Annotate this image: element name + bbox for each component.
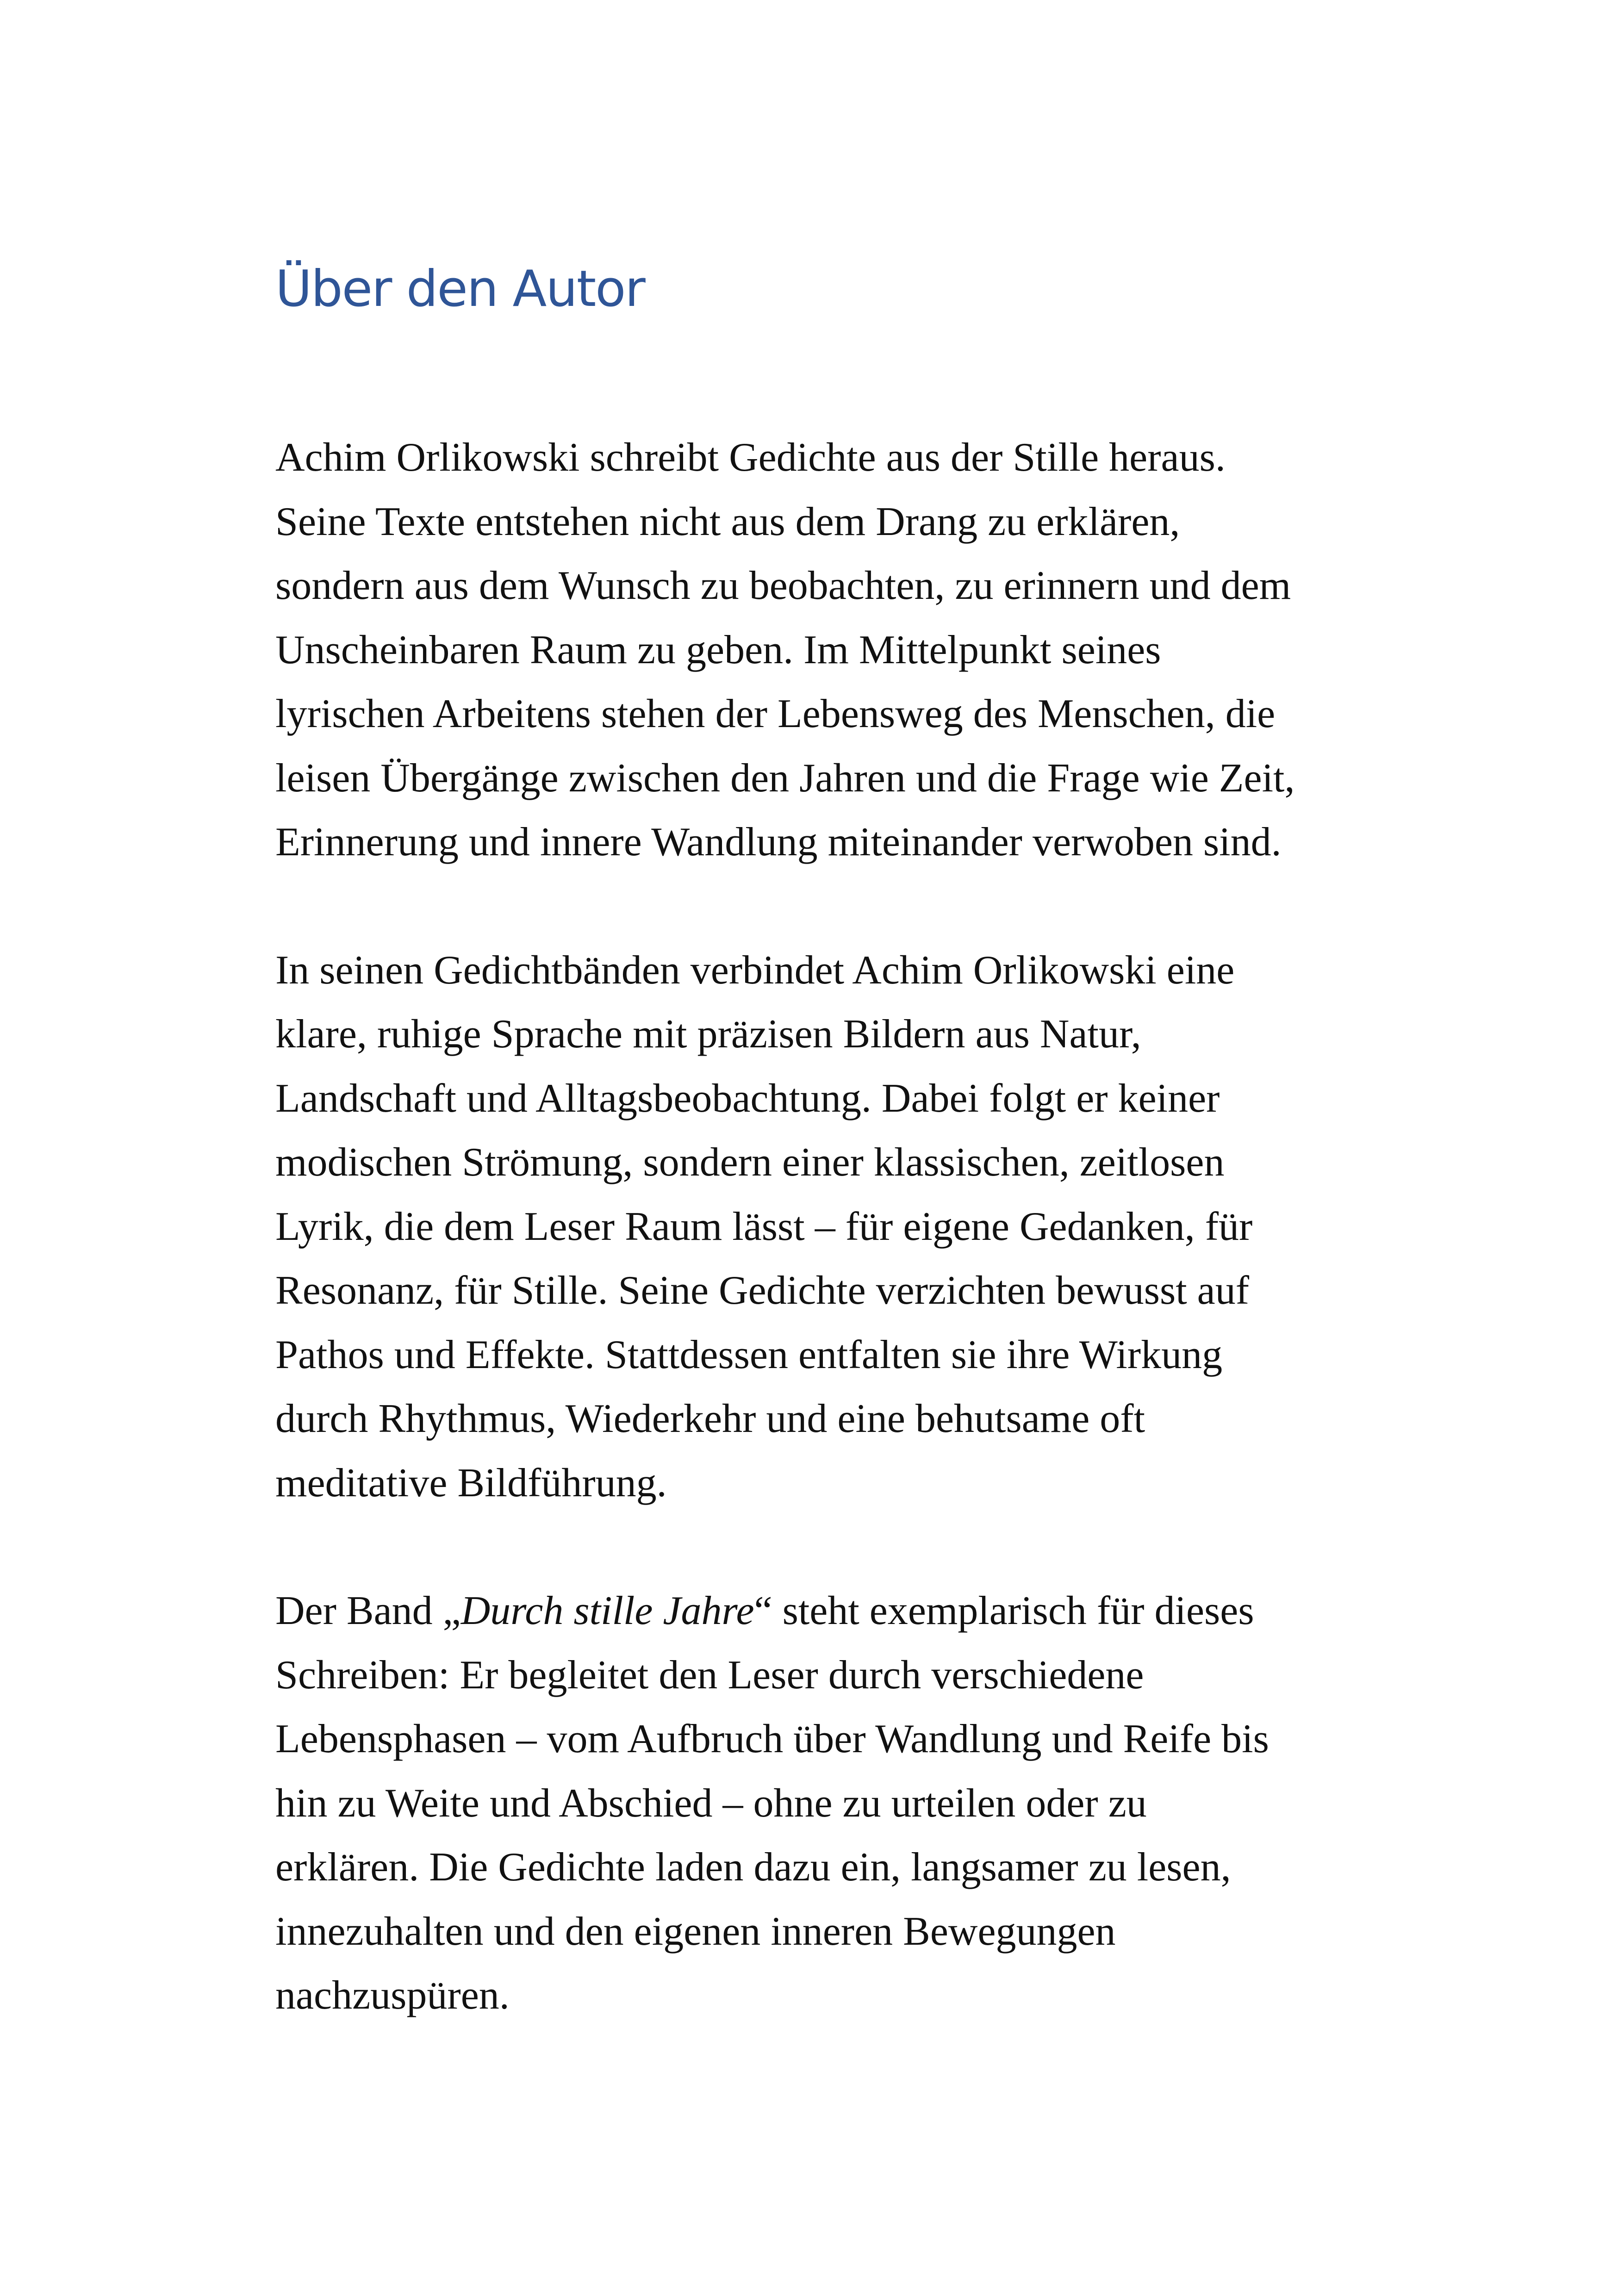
paragraph-1 bbox=[275, 426, 1358, 875]
paragraph-line: modischen Strömung, sondern einer klassischen, zeitlosen bbox=[275, 1140, 1225, 1185]
paragraph-line: klare, ruhige Sprache mit präzisen Bildern aus Natur, bbox=[275, 1012, 1141, 1057]
paragraph-line: Landschaft und Alltagsbeobachtung. Dabei folgt er keiner bbox=[275, 1076, 1220, 1121]
paragraph-line: Seine Texte entstehen nicht aus dem Drang zu erklären, bbox=[275, 499, 1180, 544]
page-title: Über den Autor bbox=[275, 260, 645, 318]
paragraph-line: erklären. Die Gedichte laden dazu ein, langsamer zu lesen, bbox=[275, 1845, 1231, 1890]
paragraph-line: Erinnerung und innere Wandlung miteinander verwoben sind. bbox=[275, 820, 1282, 865]
text-after-book-title: “ steht exemplarisch für dieses bbox=[754, 1588, 1254, 1633]
paragraph-line: innezuhalten und den eigenen inneren Bewegungen bbox=[275, 1909, 1116, 1954]
paragraph-line: meditative Bildführung. bbox=[275, 1460, 667, 1506]
paragraph-line: nachzuspüren. bbox=[275, 1973, 510, 2018]
paragraph-line: sondern aus dem Wunsch zu beobachten, zu erinnern und dem bbox=[275, 563, 1291, 608]
paragraph-line: leisen Übergänge zwischen den Jahren und die Frage wie Zeit, bbox=[275, 755, 1295, 801]
paragraph-line: Unscheinbaren Raum zu geben. Im Mittelpunkt seines bbox=[275, 627, 1161, 672]
paragraph-line: Pathos und Effekte. Stattdessen entfalten sie ihre Wirkung bbox=[275, 1332, 1223, 1377]
paragraph-2 bbox=[275, 939, 1358, 1516]
paragraph-line: hin zu Weite und Abschied – ohne zu urteilen oder zu bbox=[275, 1780, 1147, 1826]
paragraph-line: In seinen Gedichtbänden verbindet Achim Orlikowski eine bbox=[275, 947, 1235, 993]
book-title: Durch stille Jahre bbox=[461, 1588, 754, 1633]
paragraph-line: Schreiben: Er begleitet den Leser durch verschiedene bbox=[275, 1652, 1144, 1698]
paragraph-line: lyrischen Arbeitens stehen der Lebensweg des Menschen, die bbox=[275, 691, 1276, 736]
paragraph-line: Resonanz, für Stille. Seine Gedichte verzichten bewusst auf bbox=[275, 1268, 1250, 1313]
paragraph-line-with-book-title bbox=[275, 1579, 1358, 1643]
document-content bbox=[275, 257, 1358, 2028]
paragraph-line: Lyrik, die dem Leser Raum lässt – für eigene Gedanken, für bbox=[275, 1204, 1253, 1249]
paragraph-line: Achim Orlikowski schreibt Gedichte aus der Stille heraus. bbox=[275, 435, 1226, 480]
paragraph-3 bbox=[275, 1579, 1358, 2028]
paragraph-line: durch Rhythmus, Wiederkehr und eine behutsame oft bbox=[275, 1396, 1145, 1441]
paragraph-line: Lebensphasen – vom Aufbruch über Wandlung und Reife bis bbox=[275, 1717, 1269, 1761]
text-before-book-title: Der Band „ bbox=[275, 1588, 461, 1633]
